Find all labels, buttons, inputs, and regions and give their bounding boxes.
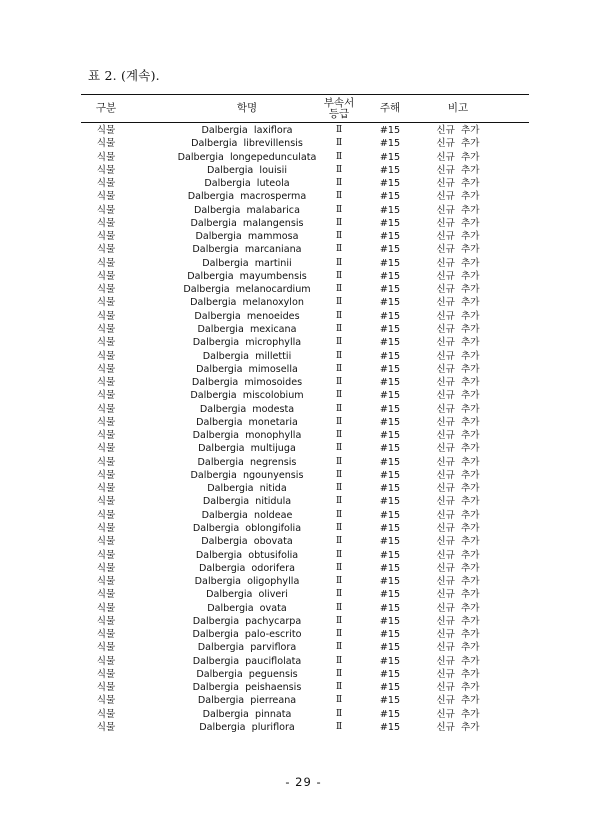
cell-scientific-name: Dalbergia melanoxylon xyxy=(190,297,304,309)
cell-appendix-grade: Ⅱ xyxy=(335,390,343,401)
cell-annotation: #15 xyxy=(379,151,401,163)
table-row xyxy=(81,230,529,243)
cell-scientific-name: Dalbergia mexicana xyxy=(197,323,297,335)
cell-appendix-grade: Ⅱ xyxy=(335,536,343,547)
table-row xyxy=(81,482,529,495)
cell-remark: 신규 추가 xyxy=(436,390,480,402)
cell-appendix-grade: Ⅱ xyxy=(335,244,343,255)
cell-category: 식물 xyxy=(96,151,116,163)
cell-scientific-name: Dalbergia martinii xyxy=(202,257,292,269)
cell-appendix-grade: Ⅱ xyxy=(335,682,343,693)
cell-remark: 신규 추가 xyxy=(436,138,480,150)
cell-appendix-grade: Ⅱ xyxy=(335,125,343,135)
cell-annotation: #15 xyxy=(379,323,401,335)
cell-appendix-grade: Ⅱ xyxy=(335,668,343,679)
cell-annotation: #15 xyxy=(379,721,401,733)
cell-category: 식물 xyxy=(96,589,116,601)
cell-scientific-name: Dalbergia parviflora xyxy=(197,642,297,654)
cell-category: 식물 xyxy=(96,549,116,561)
table-row xyxy=(81,442,529,455)
cell-remark: 신규 추가 xyxy=(436,244,480,256)
cell-category: 식물 xyxy=(96,390,116,402)
table-row xyxy=(81,177,529,190)
cell-category: 식물 xyxy=(96,456,116,468)
cell-annotation: #15 xyxy=(379,615,401,627)
cell-scientific-name: Dalbergia oblongifolia xyxy=(192,522,302,534)
header-scientific-name: 학명 xyxy=(236,102,258,114)
cell-appendix-grade: Ⅱ xyxy=(335,629,343,640)
cell-remark: 신규 추가 xyxy=(436,257,480,269)
table-row xyxy=(81,655,529,668)
cell-category: 식물 xyxy=(96,323,116,335)
cell-scientific-name: Dalbergia obtusifolia xyxy=(195,549,299,561)
cell-scientific-name: Dalbergia louisii xyxy=(206,164,288,176)
cell-scientific-name: Dalbergia nitida xyxy=(207,483,287,495)
cell-annotation: #15 xyxy=(379,257,401,269)
table-row xyxy=(81,217,529,230)
cell-remark: 신규 추가 xyxy=(436,430,480,442)
table-row xyxy=(81,588,529,601)
cell-remark: 신규 추가 xyxy=(436,576,480,588)
cell-scientific-name: Dalbergia oliveri xyxy=(206,589,288,601)
cell-appendix-grade: Ⅱ xyxy=(335,483,343,494)
cell-category: 식물 xyxy=(96,602,116,614)
table-row xyxy=(81,641,529,654)
cell-scientific-name: Dalbergia mimosella xyxy=(196,363,298,375)
cell-annotation: #15 xyxy=(379,416,401,428)
cell-category: 식물 xyxy=(96,642,116,654)
cell-category: 식물 xyxy=(96,337,116,349)
cell-category: 식물 xyxy=(96,469,116,481)
cell-annotation: #15 xyxy=(379,204,401,216)
cell-annotation: #15 xyxy=(379,244,401,256)
cell-category: 식물 xyxy=(96,257,116,269)
table-row xyxy=(81,681,529,694)
cell-remark: 신규 추가 xyxy=(436,363,480,375)
cell-remark: 신규 추가 xyxy=(436,589,480,601)
cell-scientific-name: Dalbergia ovata xyxy=(207,602,287,614)
cell-appendix-grade: Ⅱ xyxy=(335,323,343,334)
cell-scientific-name: Dalbergia noldeae xyxy=(201,509,293,521)
cell-annotation: #15 xyxy=(379,297,401,309)
cell-category: 식물 xyxy=(96,178,116,190)
cell-annotation: #15 xyxy=(379,350,401,362)
page-number: - 29 - xyxy=(285,775,322,789)
table-row xyxy=(81,562,529,575)
table-row xyxy=(81,310,529,323)
cell-scientific-name: Dalbergia millettii xyxy=(202,350,292,362)
cell-annotation: #15 xyxy=(379,695,401,707)
cell-annotation: #15 xyxy=(379,125,401,136)
cell-annotation: #15 xyxy=(379,522,401,534)
table-row xyxy=(81,243,529,256)
cell-remark: 신규 추가 xyxy=(436,602,480,614)
cell-scientific-name: Dalbergia peishaensis xyxy=(192,682,302,694)
cell-scientific-name: Dalbergia oligophylla xyxy=(194,576,300,588)
cell-annotation: #15 xyxy=(379,682,401,694)
table-row xyxy=(81,628,529,641)
cell-annotation: #15 xyxy=(379,668,401,680)
cell-remark: 신규 추가 xyxy=(436,496,480,508)
cell-remark: 신규 추가 xyxy=(436,536,480,548)
cell-remark: 신규 추가 xyxy=(436,403,480,415)
cell-remark: 신규 추가 xyxy=(436,668,480,680)
cell-appendix-grade: Ⅱ xyxy=(335,615,343,626)
cell-category: 식물 xyxy=(96,708,116,720)
cell-annotation: #15 xyxy=(379,191,401,203)
cell-appendix-grade: Ⅱ xyxy=(335,178,343,189)
cell-appendix-grade: Ⅱ xyxy=(335,576,343,587)
cell-annotation: #15 xyxy=(379,310,401,322)
cell-scientific-name: Dalbergia multijuga xyxy=(198,443,296,455)
cell-appendix-grade: Ⅱ xyxy=(335,469,343,480)
cell-category: 식물 xyxy=(96,536,116,548)
cell-annotation: #15 xyxy=(379,602,401,614)
cell-remark: 신규 추가 xyxy=(436,297,480,309)
cell-annotation: #15 xyxy=(379,576,401,588)
cell-appendix-grade: Ⅱ xyxy=(335,164,343,175)
cell-remark: 신규 추가 xyxy=(436,483,480,495)
cell-scientific-name: Dalbergia luteola xyxy=(204,178,290,190)
cell-scientific-name: Dalbergia odorifera xyxy=(199,562,295,574)
cell-annotation: #15 xyxy=(379,284,401,296)
cell-annotation: #15 xyxy=(379,231,401,243)
cell-annotation: #15 xyxy=(379,708,401,720)
cell-annotation: #15 xyxy=(379,363,401,375)
cell-remark: 신규 추가 xyxy=(436,377,480,389)
cell-appendix-grade: Ⅱ xyxy=(335,509,343,520)
cell-category: 식물 xyxy=(96,576,116,588)
table-row xyxy=(81,389,529,402)
cell-category: 식물 xyxy=(96,284,116,296)
cell-category: 식물 xyxy=(96,668,116,680)
cell-remark: 신규 추가 xyxy=(436,323,480,335)
cell-scientific-name: Dalbergia macrosperma xyxy=(187,191,307,203)
cell-annotation: #15 xyxy=(379,337,401,349)
cell-category: 식물 xyxy=(96,496,116,508)
cell-remark: 신규 추가 xyxy=(436,178,480,190)
cell-scientific-name: Dalbergia laxiflora xyxy=(201,125,293,136)
cell-scientific-name: Dalbergia modesta xyxy=(199,403,295,415)
cell-annotation: #15 xyxy=(379,655,401,667)
cell-appendix-grade: Ⅱ xyxy=(335,363,343,374)
cell-remark: 신규 추가 xyxy=(436,164,480,176)
cell-annotation: #15 xyxy=(379,562,401,574)
table-row xyxy=(81,602,529,615)
header-category: 구분 xyxy=(95,102,117,114)
cell-scientific-name: Dalbergia pierreana xyxy=(197,695,297,707)
cell-category: 식물 xyxy=(96,483,116,495)
cell-category: 식물 xyxy=(96,191,116,203)
cell-annotation: #15 xyxy=(379,496,401,508)
cell-annotation: #15 xyxy=(379,138,401,150)
cell-remark: 신규 추가 xyxy=(436,337,480,349)
cell-remark: 신규 추가 xyxy=(436,562,480,574)
cell-scientific-name: Dalbergia nitidula xyxy=(202,496,292,508)
cell-appendix-grade: Ⅱ xyxy=(335,191,343,202)
cell-scientific-name: Dalbergia pinnata xyxy=(202,708,292,720)
cell-scientific-name: Dalbergia mammosa xyxy=(195,231,299,243)
table-body xyxy=(81,123,529,734)
table-row xyxy=(81,469,529,482)
cell-category: 식물 xyxy=(96,217,116,229)
cell-remark: 신규 추가 xyxy=(436,204,480,216)
table-row xyxy=(81,283,529,296)
cell-scientific-name: Dalbergia malabarica xyxy=(194,204,300,216)
cell-appendix-grade: Ⅱ xyxy=(335,377,343,388)
table-row xyxy=(81,323,529,336)
cell-annotation: #15 xyxy=(379,443,401,455)
cell-annotation: #15 xyxy=(379,536,401,548)
cell-appendix-grade: Ⅱ xyxy=(335,456,343,467)
table-row xyxy=(81,296,529,309)
cell-remark: 신규 추가 xyxy=(436,615,480,627)
cell-appendix-grade: Ⅱ xyxy=(335,231,343,242)
cell-category: 식물 xyxy=(96,125,116,136)
cell-appendix-grade: Ⅱ xyxy=(335,642,343,653)
cell-appendix-grade: Ⅱ xyxy=(335,708,343,719)
cell-scientific-name: Dalbergia pluriflora xyxy=(199,721,295,733)
cell-annotation: #15 xyxy=(379,270,401,282)
cell-remark: 신규 추가 xyxy=(436,522,480,534)
cell-scientific-name: Dalbergia microphylla xyxy=(192,337,302,349)
cell-appendix-grade: Ⅱ xyxy=(335,430,343,441)
cell-appendix-grade: Ⅱ xyxy=(335,284,343,295)
table-row xyxy=(81,376,529,389)
cell-category: 식물 xyxy=(96,138,116,150)
cell-annotation: #15 xyxy=(379,509,401,521)
cell-category: 식물 xyxy=(96,443,116,455)
cell-scientific-name: Dalbergia marcaniana xyxy=(192,244,302,256)
cell-remark: 신규 추가 xyxy=(436,721,480,733)
table-row xyxy=(81,549,529,562)
cell-scientific-name: Dalbergia monophylla xyxy=(192,430,302,442)
cell-remark: 신규 추가 xyxy=(436,284,480,296)
cell-annotation: #15 xyxy=(379,390,401,402)
cell-category: 식물 xyxy=(96,655,116,667)
cell-appendix-grade: Ⅱ xyxy=(335,297,343,308)
table-row xyxy=(81,164,529,177)
table-row xyxy=(81,694,529,707)
cell-scientific-name: Dalbergia peguensis xyxy=(196,668,298,680)
table-row xyxy=(81,151,529,164)
cell-appendix-grade: Ⅱ xyxy=(335,138,343,149)
cell-category: 식물 xyxy=(96,615,116,627)
cell-scientific-name: Dalbergia pachycarpa xyxy=(192,615,302,627)
header-annotation: 주해 xyxy=(379,102,401,114)
cell-annotation: #15 xyxy=(379,377,401,389)
cell-appendix-grade: Ⅱ xyxy=(335,602,343,613)
cell-annotation: #15 xyxy=(379,178,401,190)
cell-scientific-name: Dalbergia malangensis xyxy=(190,217,304,229)
cell-category: 식물 xyxy=(96,350,116,362)
cell-category: 식물 xyxy=(96,403,116,415)
cell-scientific-name: Dalbergia negrensis xyxy=(197,456,297,468)
cell-appendix-grade: Ⅱ xyxy=(335,257,343,268)
cell-category: 식물 xyxy=(96,363,116,375)
table-row xyxy=(81,350,529,363)
table-row xyxy=(81,429,529,442)
table-row xyxy=(81,721,529,734)
cell-annotation: #15 xyxy=(379,549,401,561)
cell-category: 식물 xyxy=(96,682,116,694)
cell-appendix-grade: Ⅱ xyxy=(335,270,343,281)
species-table xyxy=(81,94,529,734)
table-row xyxy=(81,535,529,548)
cell-category: 식물 xyxy=(96,416,116,428)
cell-appendix-grade: Ⅱ xyxy=(335,695,343,706)
cell-appendix-grade: Ⅱ xyxy=(335,655,343,666)
cell-appendix-grade: Ⅱ xyxy=(335,310,343,321)
cell-remark: 신규 추가 xyxy=(436,456,480,468)
cell-appendix-grade: Ⅱ xyxy=(335,217,343,228)
table-row xyxy=(81,522,529,535)
cell-remark: 신규 추가 xyxy=(436,549,480,561)
cell-annotation: #15 xyxy=(379,642,401,654)
table-header xyxy=(81,95,529,123)
cell-appendix-grade: Ⅱ xyxy=(335,562,343,573)
table-row xyxy=(81,124,529,137)
cell-remark: 신규 추가 xyxy=(436,151,480,163)
cell-annotation: #15 xyxy=(379,164,401,176)
cell-category: 식물 xyxy=(96,244,116,256)
cell-scientific-name: Dalbergia mimosoides xyxy=(191,377,303,389)
cell-remark: 신규 추가 xyxy=(436,642,480,654)
cell-annotation: #15 xyxy=(379,217,401,229)
cell-remark: 신규 추가 xyxy=(436,270,480,282)
cell-remark: 신규 추가 xyxy=(436,708,480,720)
cell-appendix-grade: Ⅱ xyxy=(335,337,343,348)
table-row xyxy=(81,336,529,349)
table-row xyxy=(81,403,529,416)
cell-scientific-name: Dalbergia miscolobium xyxy=(190,390,304,402)
cell-scientific-name: Dalbergia mayumbensis xyxy=(187,270,307,282)
cell-appendix-grade: Ⅱ xyxy=(335,151,343,162)
cell-category: 식물 xyxy=(96,270,116,282)
table-row xyxy=(81,495,529,508)
cell-appendix-grade: Ⅱ xyxy=(335,496,343,507)
cell-annotation: #15 xyxy=(379,403,401,415)
cell-category: 식물 xyxy=(96,231,116,243)
table-row xyxy=(81,416,529,429)
header-remark: 비고 xyxy=(447,102,469,114)
cell-appendix-grade: Ⅱ xyxy=(335,403,343,414)
table-row xyxy=(81,204,529,217)
cell-scientific-name: Dalbergia palo-escrito xyxy=(192,629,302,641)
table-row xyxy=(81,615,529,628)
cell-scientific-name: Dalbergia melanocardium xyxy=(183,284,311,296)
table-row xyxy=(81,363,529,376)
cell-remark: 신규 추가 xyxy=(436,350,480,362)
cell-appendix-grade: Ⅱ xyxy=(335,549,343,560)
cell-annotation: #15 xyxy=(379,469,401,481)
cell-remark: 신규 추가 xyxy=(436,509,480,521)
cell-scientific-name: Dalbergia obovata xyxy=(201,536,293,548)
table-row xyxy=(81,456,529,469)
cell-remark: 신규 추가 xyxy=(436,231,480,243)
cell-category: 식물 xyxy=(96,204,116,216)
cell-appendix-grade: Ⅱ xyxy=(335,721,343,732)
table-row xyxy=(81,509,529,522)
cell-scientific-name: Dalbergia pauciflolata xyxy=(192,655,302,667)
table-row xyxy=(81,708,529,721)
cell-remark: 신규 추가 xyxy=(436,217,480,229)
cell-annotation: #15 xyxy=(379,589,401,601)
cell-category: 식물 xyxy=(96,164,116,176)
cell-appendix-grade: Ⅱ xyxy=(335,416,343,427)
table-row xyxy=(81,257,529,270)
cell-remark: 신규 추가 xyxy=(436,695,480,707)
table-row xyxy=(81,190,529,203)
cell-annotation: #15 xyxy=(379,430,401,442)
cell-remark: 신규 추가 xyxy=(436,443,480,455)
table-row xyxy=(81,668,529,681)
cell-category: 식물 xyxy=(96,509,116,521)
cell-appendix-grade: Ⅱ xyxy=(335,443,343,454)
cell-remark: 신규 추가 xyxy=(436,629,480,641)
cell-remark: 신규 추가 xyxy=(436,469,480,481)
cell-category: 식물 xyxy=(96,522,116,534)
cell-remark: 신규 추가 xyxy=(436,655,480,667)
cell-remark: 신규 추가 xyxy=(436,682,480,694)
cell-category: 식물 xyxy=(96,430,116,442)
table-row xyxy=(81,137,529,150)
cell-category: 식물 xyxy=(96,377,116,389)
cell-category: 식물 xyxy=(96,695,116,707)
cell-appendix-grade: Ⅱ xyxy=(335,350,343,361)
cell-annotation: #15 xyxy=(379,629,401,641)
cell-remark: 신규 추가 xyxy=(436,125,480,136)
cell-category: 식물 xyxy=(96,562,116,574)
table-row xyxy=(81,270,529,283)
table-caption: 표 2. (계속). xyxy=(88,68,160,83)
header-appendix-grade: 부속서 등급 xyxy=(323,96,355,120)
cell-scientific-name: Dalbergia menoeides xyxy=(194,310,300,322)
cell-remark: 신규 추가 xyxy=(436,416,480,428)
cell-category: 식물 xyxy=(96,629,116,641)
cell-annotation: #15 xyxy=(379,456,401,468)
cell-category: 식물 xyxy=(96,721,116,733)
cell-appendix-grade: Ⅱ xyxy=(335,522,343,533)
cell-appendix-grade: Ⅱ xyxy=(335,204,343,215)
cell-category: 식물 xyxy=(96,297,116,309)
cell-appendix-grade: Ⅱ xyxy=(335,589,343,600)
cell-scientific-name: Dalbergia longepedunculata xyxy=(177,151,317,163)
cell-annotation: #15 xyxy=(379,483,401,495)
cell-scientific-name: Dalbergia librevillensis xyxy=(191,138,303,150)
cell-remark: 신규 추가 xyxy=(436,191,480,203)
cell-scientific-name: Dalbergia monetaria xyxy=(196,416,298,428)
cell-scientific-name: Dalbergia ngounyensis xyxy=(190,469,304,481)
cell-remark: 신규 추가 xyxy=(436,310,480,322)
cell-category: 식물 xyxy=(96,310,116,322)
table-row xyxy=(81,575,529,588)
